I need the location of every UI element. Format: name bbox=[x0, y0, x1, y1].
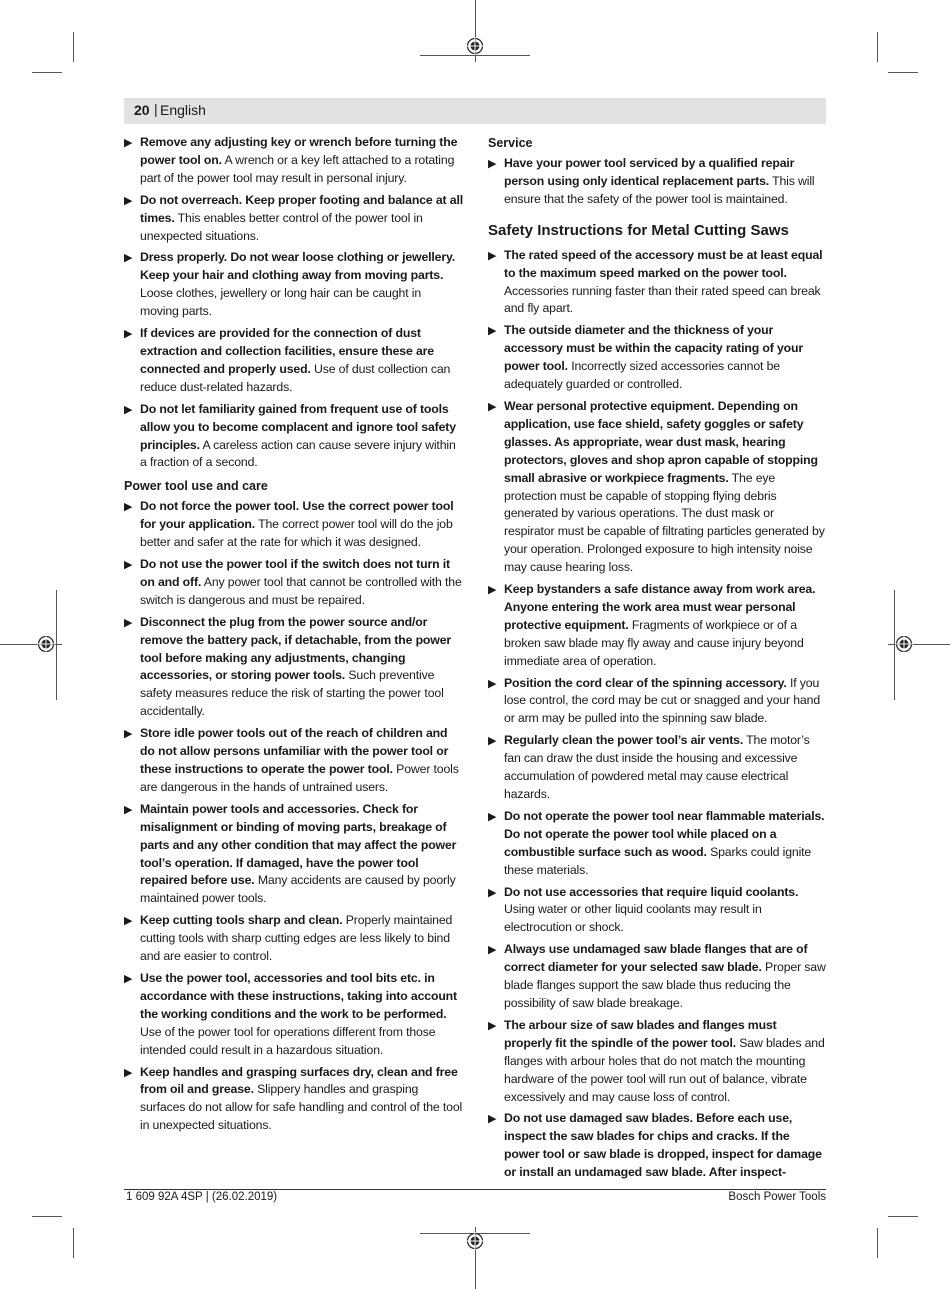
bullet-bold-text: Keep bystanders a safe distance away from work area. Anyone entering the work area must wear personal protective equipment. bbox=[504, 582, 816, 632]
bullet-item bbox=[488, 808, 826, 880]
bullet-item bbox=[124, 556, 463, 610]
bullet-bold-text: Do not let familiarity gained from frequent use of tools allow you to become complacent and ignore tool safety principles. bbox=[140, 401, 456, 452]
bullet-bold-text: The rated speed of the accessory must be at least equal to the maximum speed marked on the power tool. bbox=[504, 247, 823, 280]
bullet-triangle-icon: ▶ bbox=[488, 810, 497, 823]
bullet-text: This will ensure that the safety of the power tool is maintained. bbox=[504, 173, 815, 206]
bullet-bold-text: Do not force the power tool. Use the correct power tool for your application. bbox=[140, 499, 454, 532]
bullet-item bbox=[124, 725, 463, 797]
registration-mark-icon bbox=[37, 635, 55, 653]
left-column bbox=[124, 134, 463, 1139]
header-separator: | bbox=[154, 101, 158, 117]
bullet-item bbox=[124, 498, 463, 552]
bullet-text: Loose clothes, jewellery or long hair can be caught in moving parts. bbox=[140, 286, 422, 319]
crop-mark bbox=[888, 1216, 918, 1217]
bullet-triangle-icon: ▶ bbox=[488, 677, 497, 690]
bullet-triangle-icon: ▶ bbox=[488, 1019, 497, 1032]
bullet-item bbox=[124, 801, 463, 908]
bullet-triangle-icon: ▶ bbox=[124, 501, 133, 514]
bullet-triangle-icon: ▶ bbox=[488, 735, 497, 748]
service-items bbox=[488, 155, 826, 209]
page-header bbox=[124, 98, 826, 124]
bullet-bold-text: Keep handles and grasping surfaces dry, clean and free from oil and grease. bbox=[140, 1064, 458, 1097]
bullet-text: Using water or other liquid coolants may result in electrocution or shock. bbox=[504, 902, 762, 935]
bullet-bold-text: Regularly clean the power tool’s air vents. bbox=[504, 733, 744, 748]
bullet-text: The motor’s fan can draw the dust inside the housing and excessive accumulation of powdered metal may cause electrical hazards. bbox=[504, 733, 810, 801]
bullet-triangle-icon: ▶ bbox=[124, 194, 133, 207]
bullet-triangle-icon: ▶ bbox=[124, 252, 133, 265]
bullet-text: Incorrectly sized accessories cannot be adequately guarded or controlled. bbox=[504, 359, 780, 392]
bullet-triangle-icon: ▶ bbox=[124, 559, 133, 572]
subheading-service: Service bbox=[488, 136, 533, 150]
bullet-triangle-icon: ▶ bbox=[124, 616, 133, 629]
bullet-item bbox=[488, 675, 826, 729]
footer-brand: Bosch Power Tools bbox=[728, 1191, 826, 1203]
bullet-item bbox=[488, 884, 826, 938]
bullet-triangle-icon: ▶ bbox=[124, 1066, 133, 1079]
bullet-item bbox=[124, 249, 463, 321]
bullet-text: A wrench or a key left attached to a rotating part of the power tool may result in personal injury. bbox=[140, 152, 455, 185]
bullet-item bbox=[488, 398, 826, 577]
left-items-top bbox=[124, 134, 463, 472]
bullet-text: Power tools are dangerous in the hands of untrained users. bbox=[140, 762, 459, 794]
bullet-bold-text: Wear personal protective equipment. Depending on application, use face shield, safety goggles or safety glasses. As appropriate, wear dust mask, hearing protectors, gloves and shop apron capable of stopping small abrasive or workpiece fragments. bbox=[504, 398, 818, 485]
bullet-text: Many accidents are caused by poorly maintained power tools. bbox=[140, 873, 456, 906]
bullet-item bbox=[124, 325, 463, 397]
bullet-item bbox=[124, 192, 463, 246]
bullet-text: Properly maintained cutting tools with sharp cutting edges are less likely to bind and are easier to control. bbox=[140, 913, 453, 964]
bullet-triangle-icon: ▶ bbox=[124, 403, 133, 416]
bullet-bold-text: Remove any adjusting key or wrench before turning the power tool on. bbox=[140, 135, 458, 167]
bullet-text: Use of dust collection can reduce dust-related hazards. bbox=[140, 361, 451, 394]
bullet-bold-text: If devices are provided for the connection of dust extraction and collection facilities, ensure these are connected and properly used. bbox=[140, 326, 434, 376]
registration-mark-icon bbox=[895, 635, 913, 653]
bullet-item bbox=[488, 1017, 826, 1107]
bullet-text: Saw blades and flanges with arbour holes that do not match the mounting hardware of the power tool will run out of balance, vibrate excessively and may cause loss of control. bbox=[504, 1035, 825, 1104]
bullet-item bbox=[124, 1064, 463, 1136]
bullet-text: Slippery handles and grasping surfaces do not allow for safe handling and control of the tool in unexpected situations. bbox=[140, 1082, 463, 1133]
bullet-triangle-icon: ▶ bbox=[488, 158, 497, 170]
bullet-triangle-icon: ▶ bbox=[488, 1113, 497, 1126]
bullet-item bbox=[488, 247, 826, 319]
bullet-item bbox=[124, 401, 463, 473]
bullet-triangle-icon: ▶ bbox=[488, 886, 497, 899]
bullet-text: Accessories running faster than their rated speed can break and fly apart. bbox=[504, 283, 821, 316]
bullet-bold-text: The outside diameter and the thickness of your accessory must be within the capacity rating of your power tool. bbox=[504, 323, 804, 374]
bullet-item bbox=[488, 732, 826, 804]
registration-mark-icon bbox=[466, 1232, 484, 1250]
bullet-triangle-icon: ▶ bbox=[488, 400, 497, 413]
left-items-bottom bbox=[124, 498, 463, 1135]
crop-mark bbox=[420, 55, 530, 56]
bullet-text: Use of the power tool for operations different from those intended could result in a hazardous situation. bbox=[140, 1024, 436, 1057]
bullet-item bbox=[488, 322, 826, 394]
bullet-triangle-icon: ▶ bbox=[488, 584, 497, 597]
bullet-bold-text: Do not use accessories that require liquid coolants. bbox=[504, 884, 799, 899]
bullet-triangle-icon: ▶ bbox=[488, 944, 497, 957]
bullet-text: A careless action can cause severe injury within a fraction of a second. bbox=[140, 437, 456, 470]
footer-document-id: 1 609 92A 4SP | (26.02.2019) bbox=[126, 1191, 278, 1203]
bullet-bold-text: Dress properly. Do not wear loose clothing or jewellery. Keep your hair and clothing away from moving parts. bbox=[140, 250, 456, 283]
bullet-bold-text: Use the power tool, accessories and tool bits etc. in accordance with these instructions, taking into account the working conditions and the work to be performed. bbox=[140, 970, 457, 1021]
bullet-text: Sparks could ignite these materials. bbox=[504, 844, 812, 877]
page-number: 20 bbox=[134, 102, 150, 118]
bullet-item bbox=[488, 155, 826, 209]
bullet-bold-text: The arbour size of saw blades and flanges must properly fit the spindle of the power tool. bbox=[504, 1017, 777, 1050]
bullet-triangle-icon: ▶ bbox=[124, 972, 133, 985]
bullet-item bbox=[488, 581, 826, 671]
bullet-item bbox=[124, 134, 463, 188]
footer-rule bbox=[124, 1189, 826, 1190]
section-heading-metal-cutting-saws: Safety Instructions for Metal Cutting Saws bbox=[488, 221, 789, 239]
bullet-bold-text: Keep cutting tools sharp and clean. bbox=[140, 913, 343, 928]
subheading-power-tool-use: Power tool use and care bbox=[124, 479, 268, 494]
bullet-bold-text: Disconnect the plug from the power source and/or remove the battery pack, if detachable, from the power tool before making any adjustments, changing accessories, or storing power tools. bbox=[140, 614, 452, 683]
crop-mark bbox=[56, 590, 57, 700]
bullet-bold-text: Do not use the power tool if the switch does not turn it on and off. bbox=[140, 557, 450, 589]
bullet-item bbox=[124, 970, 463, 1060]
bullet-item bbox=[124, 912, 463, 966]
bullet-text: This enables better control of the power tool in unexpected situations. bbox=[140, 210, 423, 243]
bullet-text: Any power tool that cannot be controlled with the switch is dangerous and must be repaired. bbox=[140, 574, 462, 607]
bullet-bold-text: Do not use damaged saw blades. Before each use, inspect the saw blades for chips and cracks. If the power tool or saw blade is dropped, inspect for damage or install an undamaged saw blade. After inspect- bbox=[504, 1111, 822, 1180]
bullet-triangle-icon: ▶ bbox=[124, 915, 133, 928]
bullet-text: The eye protection must be capable of stopping flying debris generated by various operations. The dust mask or respirator must be capable of filtrating particles generated by your operation. Prolonged exposure to high intensity noise may cause hearing loss. bbox=[504, 470, 825, 575]
right-items bbox=[488, 247, 826, 1182]
bullet-bold-text: Position the cord clear of the spinning accessory. bbox=[504, 675, 787, 690]
crop-mark bbox=[73, 1228, 74, 1258]
crop-mark bbox=[877, 1228, 878, 1258]
bullet-triangle-icon: ▶ bbox=[488, 325, 497, 338]
crop-mark bbox=[888, 72, 918, 73]
bullet-text: Fragments of workpiece or of a broken saw blade may fly away and cause injury beyond immediate area of operation. bbox=[504, 617, 804, 668]
bullet-item bbox=[488, 1110, 826, 1182]
bullet-item bbox=[488, 941, 826, 1013]
crop-mark bbox=[877, 32, 878, 62]
bullet-bold-text: Maintain power tools and accessories. Check for misalignment or binding of moving parts, breakage of parts and any other condition that may affect the power tool’s operation. If damaged, have the power tool repaired before use. bbox=[140, 801, 457, 888]
bullet-bold-text: Do not operate the power tool near flammable materials. Do not operate the power tool while placed on a combustible surface such as wood. bbox=[504, 808, 825, 859]
registration-mark-icon bbox=[466, 37, 484, 55]
bullet-item bbox=[124, 614, 463, 721]
bullet-triangle-icon: ▶ bbox=[124, 137, 133, 149]
crop-mark bbox=[32, 1216, 62, 1217]
bullet-bold-text: Have your power tool serviced by a qualified repair person using only identical replacement parts. bbox=[504, 156, 795, 188]
crop-mark bbox=[32, 72, 62, 73]
bullet-bold-text: Do not overreach. Keep proper footing and balance at all times. bbox=[140, 192, 463, 225]
crop-mark bbox=[73, 32, 74, 62]
bullet-text: If you lose control, the cord may be cut or snagged and your hand or arm may be pulled into the spinning saw blade. bbox=[504, 675, 821, 726]
bullet-triangle-icon: ▶ bbox=[124, 328, 133, 341]
bullet-text: Proper saw blade flanges support the saw blade thus reducing the possibility of saw blade breakage. bbox=[504, 960, 826, 1010]
bullet-triangle-icon: ▶ bbox=[124, 728, 133, 741]
bullet-triangle-icon: ▶ bbox=[488, 249, 497, 262]
bullet-triangle-icon: ▶ bbox=[124, 803, 133, 816]
bullet-bold-text: Store idle power tools out of the reach of children and do not allow persons unfamiliar with the power tool or these instructions to operate the power tool. bbox=[140, 726, 449, 776]
right-column bbox=[488, 134, 826, 1186]
bullet-text: The correct power tool will do the job better and safer at the rate for which it was designed. bbox=[140, 517, 453, 550]
language-label: English bbox=[160, 102, 206, 118]
bullet-bold-text: Always use undamaged saw blade flanges that are of correct diameter for your selected saw blade. bbox=[504, 942, 808, 975]
bullet-text: Such preventive safety measures reduce the risk of starting the power tool accidentally. bbox=[140, 668, 444, 719]
